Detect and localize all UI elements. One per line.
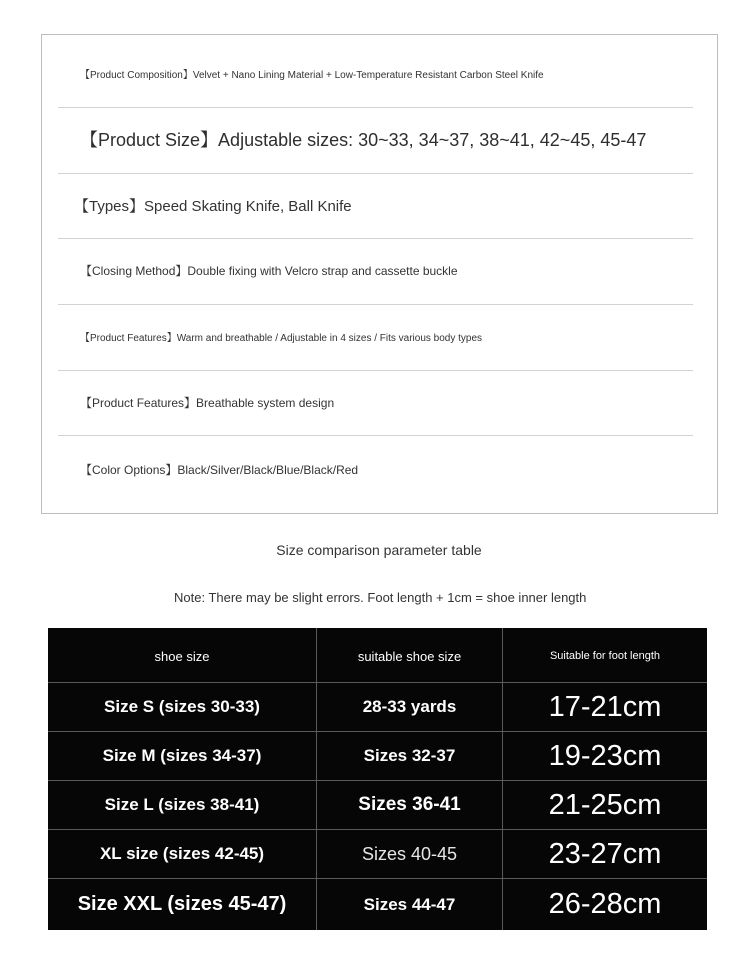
- table-cell-foot-length: 17-21cm: [548, 690, 662, 723]
- header-shoe-size: shoe size: [154, 648, 210, 664]
- table-cell-foot-length: 23-27cm: [548, 837, 662, 870]
- size-comparison-table: [48, 628, 707, 930]
- spec-features-2: 【Product Features】Breathable system design: [80, 395, 335, 410]
- divider: [58, 238, 693, 239]
- product-specs-box: [41, 34, 718, 514]
- spec-composition: 【Product Composition】Velvet + Nano Lining Material + Low-Temperature Resistant Carbon Steel Knife: [80, 69, 544, 81]
- spec-closing-method: 【Closing Method】Double fixing with Velcro strap and cassette buckle: [80, 263, 458, 278]
- divider: [58, 304, 693, 305]
- size-table-note: Note: There may be slight errors. Foot length + 1cm = shoe inner length: [174, 590, 587, 605]
- table-cell-size: Size M (sizes 34-37): [102, 746, 262, 765]
- spec-features-1: 【Product Features】Warm and breathable / Adjustable in 4 sizes / Fits various body types: [80, 332, 483, 344]
- header-suitable-shoe-size: suitable shoe size: [357, 648, 462, 664]
- table-cell-size: XL size (sizes 42-45): [99, 844, 265, 863]
- table-cell-shoe-size: Sizes 32-37: [363, 746, 456, 765]
- table-cell-shoe-size: Sizes 36-41: [358, 794, 461, 815]
- table-cell-size: Size L (sizes 38-41): [104, 795, 260, 814]
- divider: [58, 435, 693, 436]
- divider: [58, 107, 693, 108]
- divider: [58, 173, 693, 174]
- size-table-title: Size comparison parameter table: [276, 542, 482, 558]
- header-foot-length: Suitable for foot length: [549, 650, 661, 662]
- spec-types: 【Types】Speed Skating Knife, Ball Knife: [74, 197, 352, 215]
- table-cell-size: Size S (sizes 30-33): [104, 697, 260, 716]
- table-cell-foot-length: 19-23cm: [548, 739, 662, 772]
- spec-color-options: 【Color Options】Black/Silver/Black/Blue/Black/Red: [80, 462, 359, 477]
- table-cell-foot-length: 21-25cm: [548, 788, 662, 821]
- table-cell-shoe-size: Sizes 44-47: [363, 894, 456, 914]
- table-cell-foot-length: 26-28cm: [548, 888, 662, 920]
- table-cell-shoe-size: Sizes 40-45: [361, 843, 458, 864]
- table-cell-size: Size XXL (sizes 45-47): [77, 893, 287, 915]
- spec-size: 【Product Size】Adjustable sizes: 30~33, 34~37, 38~41, 42~45, 45-47: [80, 130, 647, 150]
- table-cell-shoe-size: 28-33 yards: [362, 697, 457, 716]
- divider: [58, 370, 693, 371]
